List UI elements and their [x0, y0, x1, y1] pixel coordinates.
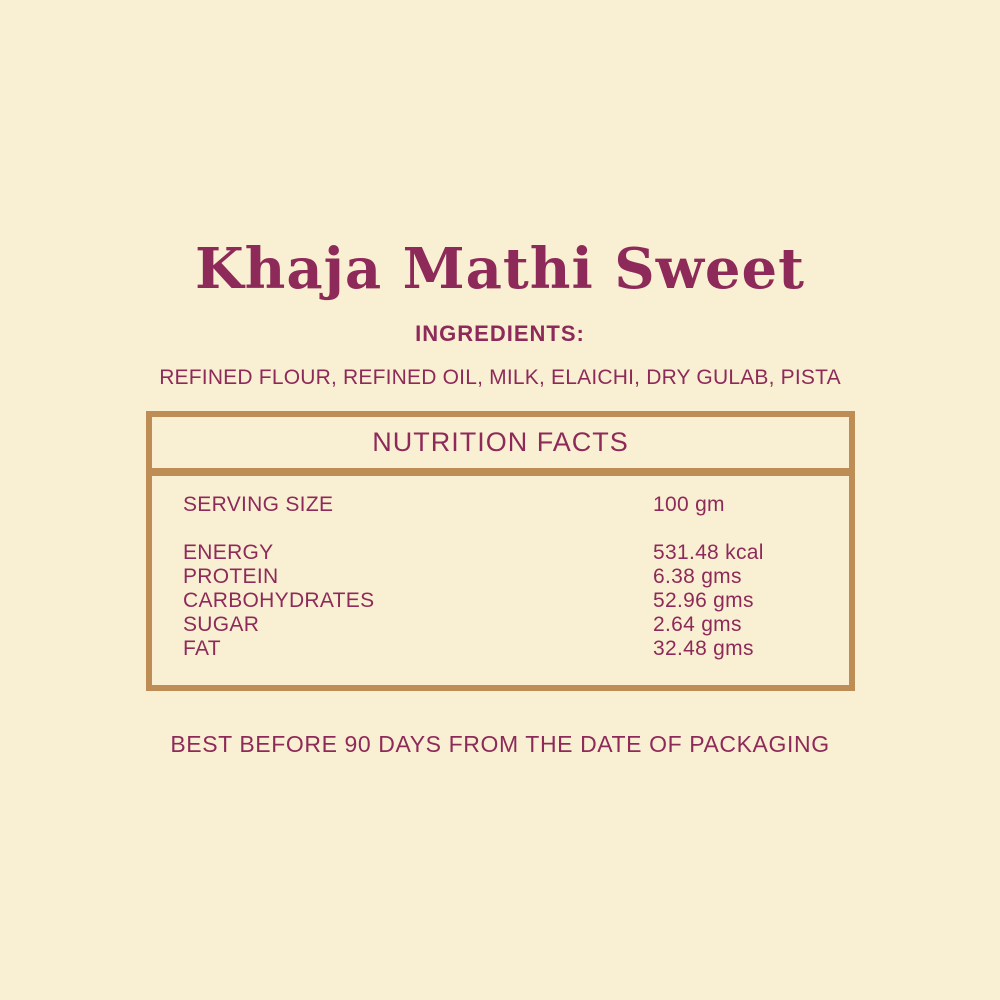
ingredients-list: REFINED FLOUR, REFINED OIL, MILK, ELAICHI, DRY GULAB, PISTA	[159, 366, 841, 389]
nutrient-value: 32.48 gms	[653, 637, 754, 660]
nutrient-name: CARBOHYDRATES	[183, 589, 375, 612]
best-before-text: BEST BEFORE 90 DAYS FROM THE DATE OF PACKAGING	[170, 731, 830, 757]
serving-size-row	[183, 493, 829, 517]
nutrition-facts-body	[152, 476, 849, 661]
nutrition-row-sugar	[183, 613, 829, 637]
nutrient-value: 531.48 kcal	[653, 541, 764, 564]
nutrition-row-energy	[183, 541, 829, 565]
nutrition-row-fat	[183, 637, 829, 661]
nutrition-row-protein	[183, 565, 829, 589]
nutrition-facts-heading: NUTRITION FACTS	[152, 417, 849, 476]
ingredients-heading: INGREDIENTS:	[415, 321, 585, 346]
nutrient-value: 52.96 gms	[653, 589, 754, 612]
nutrient-value: 6.38 gms	[653, 565, 742, 588]
nutrient-name: FAT	[183, 637, 221, 660]
product-title: Khaja Mathi Sweet	[194, 236, 806, 302]
nutrient-name: SUGAR	[183, 613, 260, 636]
nutrient-name: SERVING SIZE	[183, 493, 334, 516]
nutrient-value: 100 gm	[653, 493, 725, 516]
nutrition-facts-box	[146, 411, 855, 691]
nutrient-value: 2.64 gms	[653, 613, 742, 636]
nutrient-name: PROTEIN	[183, 565, 279, 588]
nutrition-row-carbohydrates	[183, 589, 829, 613]
nutrient-name: ENERGY	[183, 541, 274, 564]
